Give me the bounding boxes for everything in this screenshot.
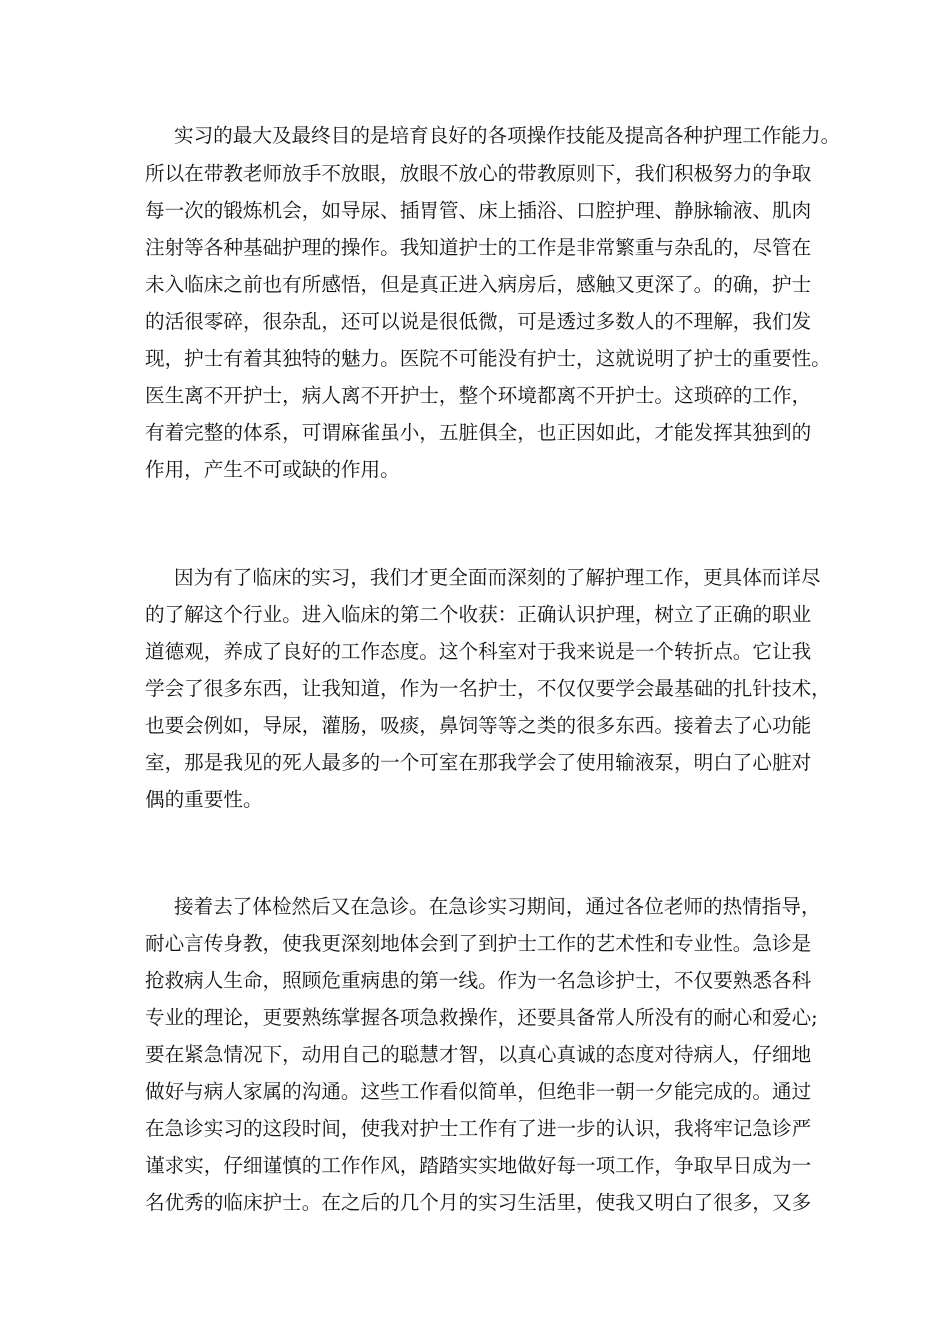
paragraph-line: 注射等各种基础护理的操作。我知道护士的工作是非常繁重与杂乱的，尽管在	[145, 236, 812, 259]
paragraph-line: 抢救病人生命，照顾危重病患的第一线。作为一名急诊护士，不仅要熟悉各科	[145, 969, 812, 992]
paragraph-line: 谨求实，仔细谨慎的工作作风，踏踏实实地做好每一项工作，争取早日成为一	[145, 1154, 812, 1177]
paragraph-line: 现，护士有着其独特的魅力。医院不可能没有护士，这就说明了护士的重要性。	[145, 347, 831, 370]
paragraph-line: 每一次的锻炼机会，如导尿、插胃管、床上插浴、口腔护理、静脉输液、肌肉	[145, 199, 812, 222]
paragraph-line: 要在紧急情况下，动用自己的聪慧才智，以真心真诚的态度对待病人，仔细地	[145, 1043, 812, 1066]
paragraph-line: 学会了很多东西，让我知道，作为一名护士，不仅仅要学会最基础的扎针技术，	[145, 677, 831, 700]
paragraph-line: 做好与病人家属的沟通。这些工作看似简单，但绝非一朝一夕能完成的。通过	[145, 1080, 812, 1103]
paragraph-line: 有着完整的体系，可谓麻雀虽小，五脏俱全，也正因如此，才能发挥其独到的	[145, 421, 812, 444]
paragraph-line: 所以在带教老师放手不放眼，放眼不放心的带教原则下，我们积极努力的争取	[145, 162, 812, 185]
paragraph-line: 的活很零碎，很杂乱，还可以说是很低微，可是透过多数人的不理解，我们发	[145, 310, 812, 333]
paragraph-line: 名优秀的临床护士。在之后的几个月的实习生活里，使我又明白了很多，又多	[145, 1191, 812, 1214]
paragraph-line: 在急诊实习的这段时间，使我对护士工作有了进一步的认识，我将牢记急诊严	[145, 1117, 812, 1140]
paragraph-line: 偶的重要性。	[145, 788, 263, 811]
paragraph-line: 室，那是我见的死人最多的一个可室在那我学会了使用输液泵，明白了心脏对	[145, 751, 812, 774]
paragraph-line: 未入临床之前也有所感悟，但是真正进入病房后，感触又更深了。的确，护士	[145, 273, 812, 296]
paragraph-line: 实习的最大及最终目的是培育良好的各项操作技能及提高各种护理工作能力。	[174, 124, 841, 147]
paragraph-line: 也要会例如，导尿，灌肠，吸痰，鼻饲等等之类的很多东西。接着去了心功能	[145, 714, 812, 737]
paragraph-line: 接着去了体检然后又在急诊。在急诊实习期间，通过各位老师的热情指导，	[174, 895, 821, 918]
paragraph-line: 道德观，养成了良好的工作态度。这个科室对于我来说是一个转折点。它让我	[145, 640, 812, 663]
paragraph-line: 医生离不开护士，病人离不开护士，整个环境都离不开护士。这琐碎的工作，	[145, 384, 812, 407]
paragraph-line: 耐心言传身教，使我更深刻地体会到了到护士工作的艺术性和专业性。急诊是	[145, 932, 812, 955]
paragraph-line: 作用，产生不可或缺的作用。	[145, 458, 400, 481]
paragraph-line: 专业的理论，更要熟练掌握各项急救操作，还要具备常人所没有的耐心和爱心;	[145, 1006, 818, 1029]
paragraph-line: 的了解这个行业。进入临床的第二个收获：正确认识护理，树立了正确的职业	[145, 603, 812, 626]
paragraph-line: 因为有了临床的实习，我们才更全面而深刻的了解护理工作，更具体而详尽	[174, 566, 821, 589]
